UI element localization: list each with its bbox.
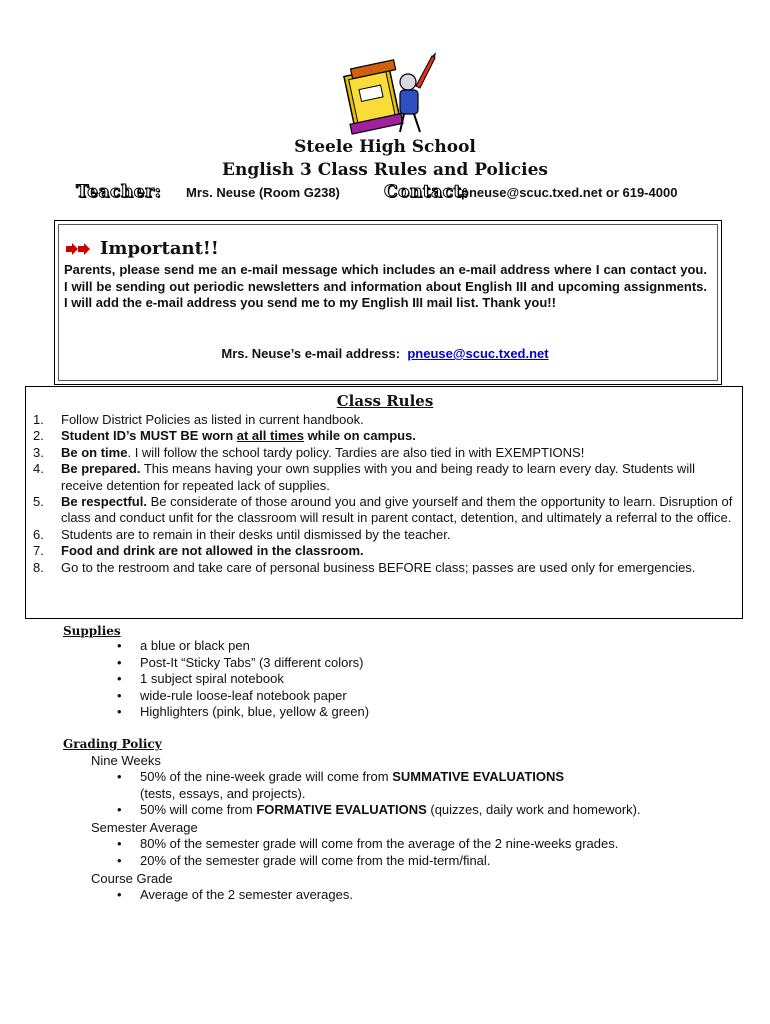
nine-weeks-item1-note: (tests, essays, and projects). bbox=[140, 785, 306, 801]
rule-number: 5. bbox=[33, 494, 44, 510]
rule-item bbox=[33, 560, 735, 576]
rule-text: Follow District Policies as listed in current handbook. bbox=[61, 412, 364, 427]
course-grade-list bbox=[117, 887, 737, 904]
rule-text: Students are to remain in their desks until dismissed by the teacher. bbox=[61, 526, 451, 542]
bullet-icon: • bbox=[117, 887, 122, 902]
rule-text: Go to the restroom and take care of personal business BEFORE class; passes are used only for emergencies. bbox=[61, 559, 696, 575]
grading-title: Grading Policy bbox=[63, 737, 162, 751]
supplies-list bbox=[117, 638, 617, 721]
rule-text: Be respectful. Be considerate of those around you and give yourself and them the opportunity to learn. Disruption of class and conduct unfit for the classroom will result in parent contact, detention, and ultimately a referral to the office. bbox=[61, 494, 733, 526]
semester-item bbox=[117, 853, 737, 870]
list-item bbox=[117, 802, 737, 819]
class-rules-list bbox=[33, 412, 735, 576]
contact-value: pneuse@scuc.txed.net or 619-4000 bbox=[461, 185, 678, 200]
class-rules-title: Class Rules bbox=[336, 392, 434, 410]
course-title: English 3 Class Rules and Policies bbox=[222, 160, 548, 180]
nine-weeks-list bbox=[117, 769, 737, 819]
semester-item bbox=[117, 836, 737, 853]
supply-item bbox=[117, 655, 617, 672]
contact-label: Contact: bbox=[384, 182, 469, 202]
rule-text: Food and drink are not allowed in the classroom. bbox=[61, 543, 364, 559]
course-item bbox=[117, 887, 737, 904]
bullet-icon: • bbox=[117, 852, 122, 868]
semester-item-text: 80% of the semester grade will come from the average of the 2 nine-weeks grades. bbox=[140, 836, 619, 851]
books-pencil-logo bbox=[338, 52, 438, 138]
supply-item bbox=[117, 688, 617, 705]
double-arrow-icon bbox=[66, 243, 92, 255]
rule-text: Be prepared. This means having your own supplies with you and being ready to learn every day. Students will receive detention for repeated lack of supplies. bbox=[61, 461, 695, 493]
bullet-icon: • bbox=[117, 638, 122, 653]
semester-list bbox=[117, 836, 737, 869]
supply-item-text: a blue or black pen bbox=[140, 638, 250, 653]
course-grade-label: Course Grade bbox=[91, 871, 173, 886]
bullet-icon: • bbox=[117, 769, 122, 784]
important-heading bbox=[66, 238, 219, 259]
rule-item bbox=[33, 527, 735, 543]
email-label: Mrs. Neuse’s e-mail address: bbox=[221, 346, 401, 361]
rule-number: 3. bbox=[33, 444, 44, 460]
rule-number: 6. bbox=[33, 526, 44, 542]
rule-text: Student ID’s MUST BE worn at all times while on campus. bbox=[61, 428, 416, 444]
supply-item bbox=[117, 704, 617, 721]
supplies-title: Supplies bbox=[63, 624, 121, 638]
bullet-icon: • bbox=[117, 654, 122, 670]
rule-number: 1. bbox=[33, 412, 44, 427]
bullet-icon: • bbox=[117, 687, 122, 703]
supply-item-text: wide-rule loose-leaf notebook paper bbox=[140, 687, 347, 703]
rule-item bbox=[33, 494, 735, 527]
important-title: Important!! bbox=[100, 238, 219, 259]
bullet-icon: • bbox=[117, 704, 122, 720]
bullet-icon: • bbox=[117, 836, 122, 851]
supply-item-text: Post-It “Sticky Tabs” (3 different colors) bbox=[140, 654, 364, 670]
important-body: Parents, please send me an e-mail message which includes an e-mail address where I can contact you. I will be sending out periodic newsletters and information about English III and upcoming assignments. I will add the e-mail address you send me to my English III mail list. Thank you!! bbox=[64, 262, 707, 310]
supply-item bbox=[117, 638, 617, 655]
school-name: Steele High School bbox=[294, 137, 476, 157]
nine-weeks-item2-text: 50% will come from bbox=[140, 802, 257, 818]
semester-label: Semester Average bbox=[91, 820, 198, 835]
supply-item bbox=[117, 671, 617, 688]
rule-item bbox=[33, 461, 735, 494]
teacher-value: Mrs. Neuse (Room G238) bbox=[186, 185, 340, 200]
important-email-line bbox=[0, 346, 770, 361]
bullet-icon: • bbox=[117, 671, 122, 687]
rule-number: 7. bbox=[33, 543, 44, 559]
summative-label: SUMMATIVE EVALUATIONS bbox=[392, 769, 565, 784]
rule-item bbox=[33, 428, 735, 444]
list-item bbox=[117, 769, 737, 802]
nine-weeks-item2-note: (quizzes, daily work and homework). bbox=[426, 802, 641, 818]
semester-item-text: 20% of the semester grade will come from the mid-term/final. bbox=[140, 852, 491, 868]
supply-item-text: Highlighters (pink, blue, yellow & green) bbox=[140, 704, 370, 720]
rule-text: Be on time. I will follow the school tardy policy. Tardies are also tied in with EXEMPTIONS! bbox=[61, 444, 585, 460]
course-item-text: Average of the 2 semester averages. bbox=[140, 887, 353, 902]
formative-label: FORMATIVE EVALUATIONS bbox=[256, 802, 427, 818]
rule-item bbox=[33, 412, 735, 428]
rule-number: 4. bbox=[33, 461, 44, 477]
supply-item-text: 1 subject spiral notebook bbox=[140, 671, 284, 687]
rule-item bbox=[33, 445, 735, 461]
rule-number: 2. bbox=[33, 428, 44, 444]
nine-weeks-label: Nine Weeks bbox=[91, 753, 161, 768]
rule-item bbox=[33, 543, 735, 559]
bullet-icon: • bbox=[117, 802, 122, 818]
teacher-label: Teacher: bbox=[76, 182, 162, 202]
email-link[interactable]: pneuse@scuc.txed.net bbox=[407, 346, 549, 361]
rule-number: 8. bbox=[33, 559, 44, 575]
nine-weeks-item1-text: 50% of the nine-week grade will come from bbox=[140, 769, 393, 784]
